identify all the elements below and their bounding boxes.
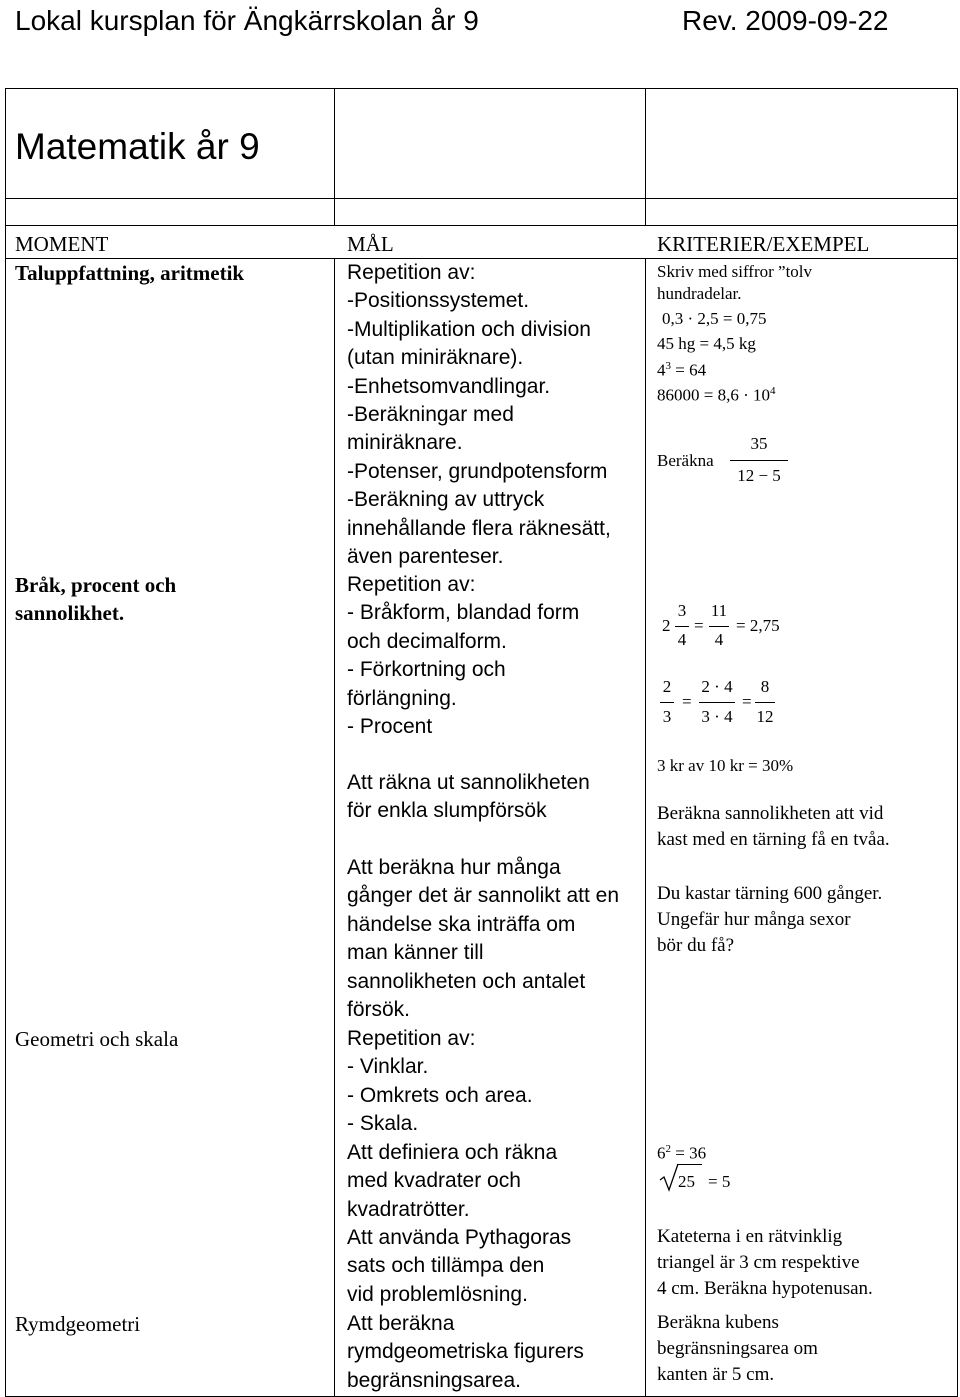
mal-item: även parenteser.: [347, 545, 504, 569]
column-header-mal: MÅL: [347, 232, 394, 256]
table-divider: [334, 258, 335, 1397]
mal-list-sannolikhet-2: [347, 854, 619, 1024]
multiply-dot: ·: [687, 309, 694, 328]
mal-list-brak: [347, 571, 579, 741]
example-pythagoras: [657, 1224, 873, 1302]
exponent: 4: [770, 385, 776, 397]
mal-item: med kvadrater och: [347, 1169, 521, 1193]
moment-brak-line1: Bråk, procent och: [15, 573, 177, 597]
column-header-kriterier: KRITERIER/EXEMPEL: [657, 232, 870, 256]
mal-item: -Beräkningar med: [347, 403, 514, 427]
mal-item: (utan miniräknare).: [347, 346, 524, 370]
mal-item: - Skala.: [347, 1112, 419, 1136]
mal-item: förlängning.: [347, 686, 457, 710]
mal-item: rymdgeometriska figurers: [347, 1340, 584, 1364]
equals-sign: =: [694, 616, 704, 635]
fraction-bar: [709, 626, 729, 627]
example-line: Ungefär hur många sexor: [657, 909, 851, 930]
exponent: 2: [665, 1143, 671, 1155]
square-root-icon: [659, 1162, 679, 1192]
example-line: bör du få?: [657, 935, 735, 956]
root-result: = 5: [708, 1172, 731, 1191]
mal-item: kvadratrötter.: [347, 1197, 470, 1221]
table-border: [5, 225, 958, 226]
fraction-numerator: 2 · 4: [701, 677, 733, 696]
example-text: Skriv med siffror ”tolv: [657, 262, 813, 281]
table-border-top: [5, 88, 958, 89]
result: = 36: [675, 1143, 707, 1163]
factor: 0,3: [662, 309, 684, 328]
fraction-bar: [675, 626, 689, 627]
result: = 64: [675, 360, 707, 380]
mal-item: miniräknare.: [347, 431, 463, 455]
multiply-dot: ·: [743, 385, 749, 405]
mal-item: vid problemlösning.: [347, 1282, 528, 1306]
mal-item: - Förkortning och: [347, 658, 506, 682]
fraction-numerator: 2: [662, 677, 672, 696]
example-square: [657, 1138, 706, 1165]
table-border: [5, 198, 958, 199]
mal-list-taluppfattning: [347, 259, 611, 571]
root-argument: 25: [678, 1172, 695, 1191]
mal-item: - Omkrets och area.: [347, 1083, 533, 1107]
mal-item: Att beräkna: [347, 1312, 455, 1335]
fraction-denominator: 4: [677, 630, 687, 649]
decimal-result: = 2,75: [736, 616, 780, 635]
mal-item: Att använda Pythagoras: [347, 1226, 572, 1249]
example-text: hundradelar.: [657, 284, 742, 303]
mal-item: gånger det är sannolikt att en: [347, 884, 620, 908]
column-header-moment: MOMENT: [15, 232, 109, 256]
mal-item: Att räkna ut sannolikheten: [347, 771, 590, 794]
fraction-numerator: 11: [710, 601, 728, 620]
mal-item: sats och tillämpa den: [347, 1254, 545, 1278]
mal-list-geometri-2: [347, 1139, 557, 1224]
mal-item: Att beräkna hur många: [347, 856, 561, 879]
moment-brak-line2: sannolikhet.: [15, 601, 125, 625]
mal-item: händelse ska inträffa om: [347, 912, 576, 936]
radical-bar: [677, 1164, 702, 1165]
fraction-numerator: 35: [750, 434, 768, 453]
equals-sign: =: [742, 692, 752, 711]
example-line: triangel är 3 cm respektive: [657, 1252, 860, 1273]
fraction-denominator: 3 · 4: [701, 707, 733, 726]
equals-sign: =: [682, 692, 692, 711]
example-cube-area: [657, 1310, 818, 1388]
fraction-bar: [699, 702, 735, 703]
mal-item: försök.: [347, 998, 411, 1022]
example-probability-2: [657, 881, 882, 959]
table-border-left: [5, 88, 6, 1397]
mal-list-rymd: [347, 1310, 584, 1395]
example-scientific-notation: [657, 380, 776, 407]
table-divider: [645, 258, 646, 1397]
example-calc-label: Beräkna: [657, 451, 714, 470]
mal-item: begränsningsarea.: [347, 1368, 521, 1392]
example-power: [657, 355, 706, 382]
mal-item: Att definiera och räkna: [347, 1141, 558, 1164]
exponent: 3: [665, 360, 671, 372]
fraction-denominator: 3: [662, 707, 672, 726]
mal-list-geometri-1: [347, 1025, 533, 1139]
example-unit-conversion: 45 hg = 4,5 kg: [657, 334, 756, 353]
base: 10: [753, 385, 771, 405]
example-line: Kateterna i en rätvinklig: [657, 1226, 843, 1247]
fraction-denominator: 4: [714, 630, 724, 649]
moment-geometri: Geometri och skala: [15, 1027, 179, 1051]
base: 6: [657, 1143, 666, 1163]
value: 86000 = 8,6: [657, 385, 739, 405]
example-probability-1: [657, 801, 890, 853]
example-line: 4 cm. Beräkna hypotenusan.: [657, 1278, 873, 1299]
fraction-bar: [755, 702, 775, 703]
mal-item: -Beräkning av uttryck: [347, 488, 545, 512]
mal-item: -Multiplikation och division: [347, 317, 591, 341]
page-title: Matematik år 9: [15, 126, 260, 167]
base: 4: [657, 360, 666, 380]
document-header-title: Lokal kursplan för Ängkärrskolan år 9: [15, 5, 479, 36]
mal-item: Repetition av:: [347, 1027, 476, 1050]
example-line: kanten är 5 cm.: [657, 1364, 775, 1385]
example-percent: 3 kr av 10 kr = 30%: [657, 756, 794, 775]
fraction-numerator: 3: [677, 601, 687, 620]
table-divider: [645, 88, 646, 225]
mal-item: och decimalform.: [347, 629, 507, 653]
mal-item: - Vinklar.: [347, 1055, 429, 1079]
mal-item: man känner till: [347, 941, 484, 965]
example-line: begränsningsarea om: [657, 1338, 818, 1359]
fraction-denominator: 12: [756, 707, 774, 726]
fraction-bar: [730, 460, 788, 461]
mal-item: Repetition av:: [347, 261, 476, 284]
fraction-numerator: 8: [760, 677, 770, 696]
moment-rymdgeometri: Rymdgeometri: [15, 1312, 141, 1336]
factor: 2,5: [697, 309, 719, 328]
example-line: Du kastar tärning 600 gånger.: [657, 883, 883, 904]
moment-taluppfattning: Taluppfattning, aritmetik: [15, 261, 245, 285]
document-revision-date: Rev. 2009-09-22: [682, 5, 889, 36]
example-multiplication: [662, 307, 767, 330]
table-divider: [334, 88, 335, 225]
mal-item: - Procent: [347, 715, 433, 739]
mixed-number-whole: 2: [662, 616, 671, 635]
fraction-denominator: 12 − 5: [737, 466, 781, 485]
mal-item: innehållande flera räknesätt,: [347, 516, 611, 540]
mal-item: -Enhetsomvandlingar.: [347, 374, 551, 398]
example-line: kast med en tärning få en tvåa.: [657, 829, 890, 850]
mal-item: -Positionssystemet.: [347, 289, 530, 313]
mal-item: Repetition av:: [347, 573, 476, 596]
fraction-bar: [660, 702, 674, 703]
mal-item: - Bråkform, blandad form: [347, 601, 580, 625]
mal-item: för enkla slumpförsök: [347, 799, 547, 823]
example-line: Beräkna kubens: [657, 1312, 779, 1333]
mal-list-sannolikhet-1: [347, 769, 590, 826]
mal-item: sannolikheten och antalet: [347, 969, 586, 993]
mal-item: -Potenser, grundpotensform: [347, 459, 608, 483]
result: = 0,75: [722, 309, 767, 328]
example-line: Beräkna sannolikheten att vid: [657, 803, 884, 824]
table-border-right: [957, 88, 958, 1397]
mal-list-geometri-3: [347, 1224, 571, 1309]
